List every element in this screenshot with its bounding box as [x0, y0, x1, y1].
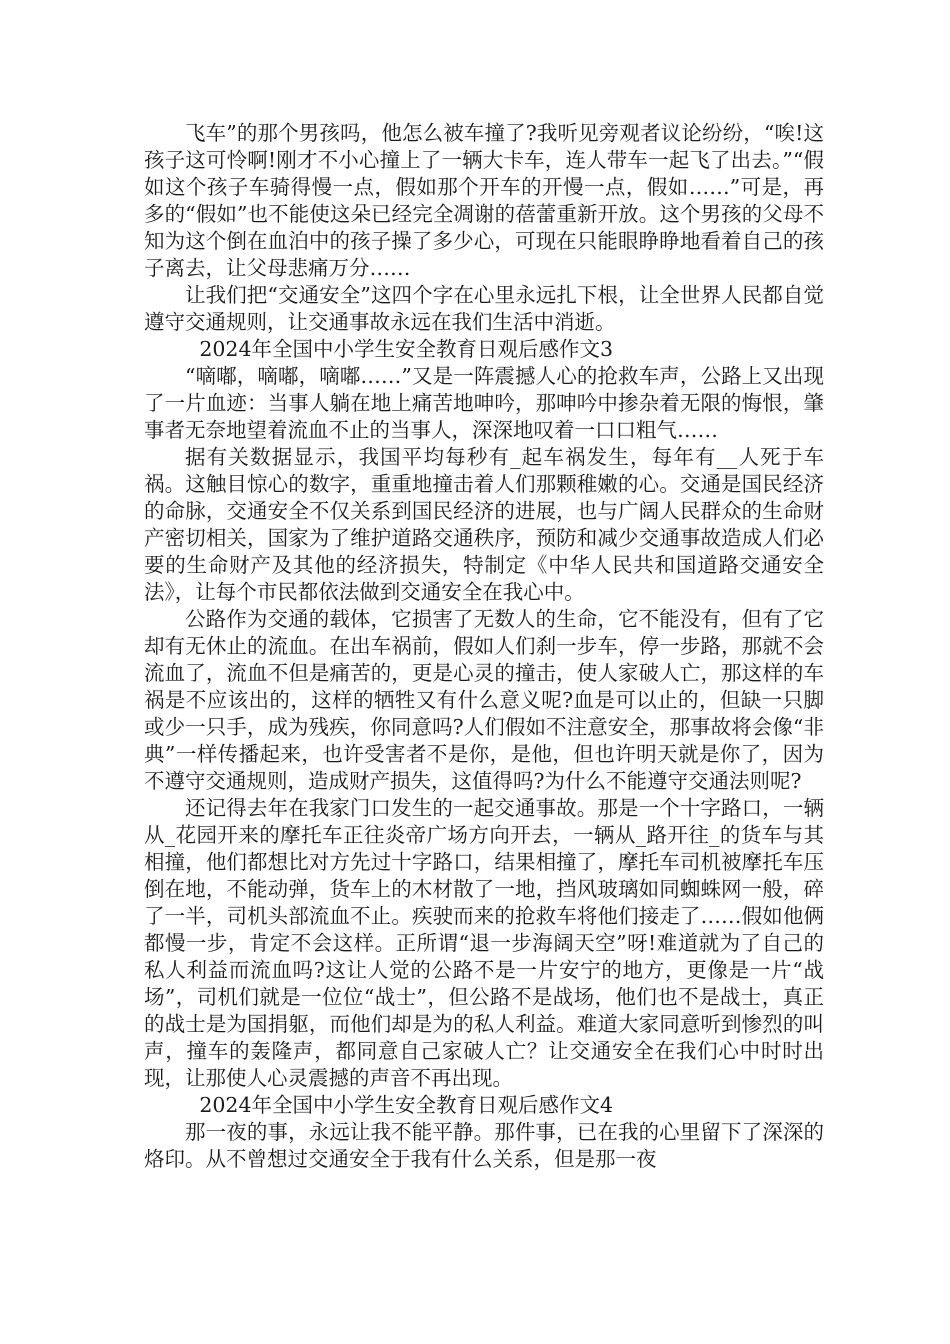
paragraph: 公路作为交通的载体，它损害了无数人的生命，它不能没有，但有了它却有无休止的流血。在出车祸前，假如人们刹一步车，停一步路，那就不会流血了，流血不但是痛苦的，更是心灵的撞击，使人家破人亡，那这样的车祸是不应该出的，这样的牺牲又有什么意义呢?血是可以止的，但缺一只脚或少一只手，成为残疾，你同意吗?人们假如不注意安全，那事故将会像“非典”一样传播起来，也许受害者不是你，是他，但也许明天就是你了，因为不遵守交通规则，造成财产损失，这值得吗?为什么不能遵守交通法则呢? [144, 607, 824, 793]
paragraph: 飞车”的那个男孩吗，他怎么被车撞了?我听见旁观者议论纷纷，“唉!这孩子这可怜啊!刚才不小心撞上了一辆大卡车，连人带车一起飞了出去。”“假如这个孩子车骑得慢一点，假如那个开车的开慢一点，假如……”可是，再多的“假如”也不能使这朵已经完全凋谢的蓓蕾重新开放。这个男孩的父母不知为这个倒在血泊中的孩子操了多少心，可现在只能眼睁睁地看着自己的孩子离去，让父母悲痛万分…… [144, 121, 824, 280]
paragraph: 据有关数据显示，我国平均每秒有_起车祸发生，每年有__人死于车祸。这触目惊心的数字，重重地撞击着人们那颗稚嫩的心。交通是国民经济的命脉，交通安全不仅关系到国民经济的进展，也与广阔人民群众的生命财产密切相关，国家为了维护道路交通秩序，预防和减少交通事故造成人们必要的生命财产及其他的经济损失，特制定《中华人民共和国道路交通安全法》，让每个市民都依法做到交通安全在我心中。 [144, 445, 824, 604]
paragraph: 那一夜的事，永远让我不能平静。那件事，已在我的心里留下了深深的烙印。从不曾想过交通安全于我有什么关系，但是那一夜 [144, 1120, 824, 1171]
section-heading: 2024年全国中小学生安全教育日观后感作文3 [199, 337, 614, 361]
paragraph: “嘀嘟，嘀嘟，嘀嘟……”又是一阵震撼人心的抢救车声，公路上又出现了一片血迹：当事人躺在地上痛苦地呻吟，那呻吟中掺杂着无限的悔恨，肇事者无奈地望着流血不止的当事人，深深地叹着一口口粗气…… [144, 364, 824, 442]
section-heading: 2024年全国中小学生安全教育日观后感作文4 [199, 1093, 614, 1117]
paragraph: 还记得去年在我家门口发生的一起交通事故。那是一个十字路口，一辆从_花园开来的摩托车正往炎帝广场方向开去，一辆从_路开往_的货车与其相撞，他们都想比对方先过十字路口，结果相撞了，摩托车司机被摩托车压倒在地，不能动弹，货车上的木材散了一地，挡风玻璃如同蜘蛛网一般，碎了一半，司机头部流血不止。疾驶而来的抢救车将他们接走了……假如他俩都慢一步，肯定不会这样。正所谓“退一步海阔天空”呀!难道就为了自己的私人利益而流血吗?这让人觉的公路不是一片安宁的地方，更像是一片“战场”，司机们就是一位位“战士”，但公路不是战场，他们也不是战士，真正的战士是为国捐躯，而他们却是为的私人利益。难道大家同意听到惨烈的叫声，撞车的轰隆声，都同意自己家破人亡？让交通安全在我们心中时时出现，让那使人心灵震撼的声音不再出现。 [144, 796, 824, 1090]
paragraph: 让我们把“交通安全”这四个字在心里永远扎下根，让全世界人民都自觉遵守交通规则，让交通事故永远在我们生活中消逝。 [144, 283, 824, 334]
document-body [144, 120, 824, 1173]
